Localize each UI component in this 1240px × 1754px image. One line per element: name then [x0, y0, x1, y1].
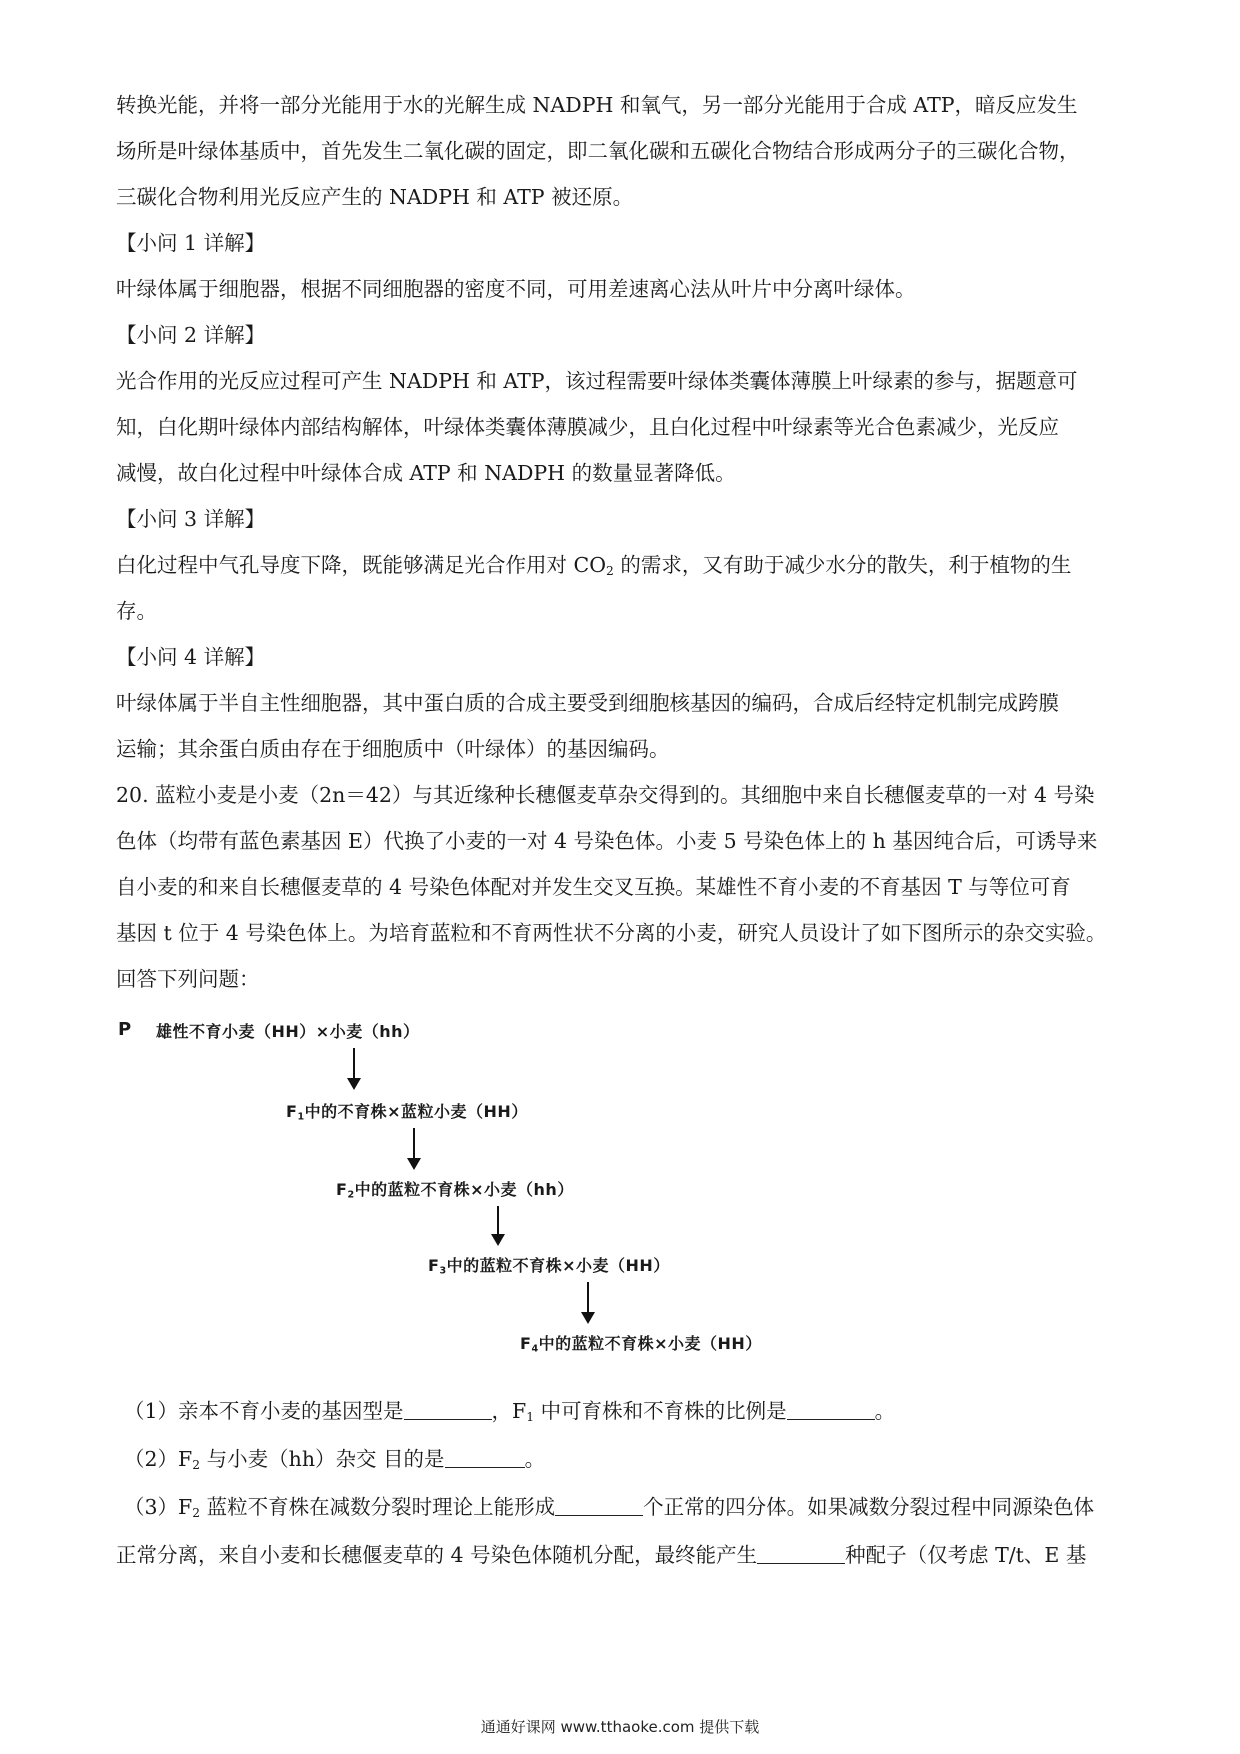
question-2-subscript: 2 — [192, 1458, 201, 1473]
f4-text: 中的蓝粒不育株×小麦（HH） — [538, 1334, 762, 1353]
question-2-text-a: （2）F — [124, 1447, 193, 1471]
q2-line-1: 光合作用的光反应过程可产生 NADPH 和 ATP，该过程需要叶绿体类囊体薄膜上叶绿素的参与，据题意可 — [116, 369, 1078, 393]
question-3-line-1 — [124, 1494, 1094, 1526]
intro-line-1: 转换光能，并将一部分光能用于水的光解生成 NADPH 和氧气，另一部分光能用于合成 ATP，暗反应发生 — [116, 93, 1078, 117]
f4-subscript: 4 — [531, 1343, 539, 1355]
f2-text: 中的蓝粒不育株×小麦（hh） — [354, 1180, 574, 1199]
f3-text: 中的蓝粒不育株×小麦（HH） — [446, 1256, 670, 1275]
problem20-line-1: 20. 蓝粒小麦是小麦（2n＝42）与其近缘种长穗偃麦草杂交得到的。其细胞中来自长穗偃麦草的一对 4 号染 — [116, 783, 1095, 807]
q3-line-1 — [116, 552, 1071, 584]
q3-line-2: 存。 — [116, 599, 157, 623]
down-arrow-icon — [587, 1282, 589, 1322]
answer-blank-2[interactable] — [787, 1399, 875, 1420]
question-2-text-b: 与小麦（hh）杂交 目的是 — [200, 1447, 445, 1471]
f4-cross-label — [520, 1334, 762, 1359]
q4-line-2: 运输；其余蛋白质由存在于细胞质中（叶绿体）的基因编码。 — [116, 737, 670, 761]
intro-line-2: 场所是叶绿体基质中，首先发生二氧化碳的固定，即二氧化碳和五碳化合物结合形成两分子的三碳化合物， — [116, 139, 1080, 163]
problem20-line-4: 基因 t 位于 4 号染色体上。为培育蓝粒和不育两性状不分离的小麦，研究人员设计了如下图所示的杂交实验。 — [116, 921, 1107, 945]
f4-letter: F — [520, 1334, 532, 1353]
problem20-line-2: 色体（均带有蓝色素基因 E）代换了小麦的一对 4 号染色体。小麦 5 号染色体上的 h 基因纯合后，可诱导来 — [116, 829, 1098, 853]
question-1-text-c: 中可育株和不育株的比例是 — [534, 1399, 787, 1423]
f1-subscript: 1 — [297, 1111, 305, 1123]
intro-line-3: 三碳化合物利用光反应产生的 NADPH 和 ATP 被还原。 — [116, 185, 634, 209]
answer-blank-4[interactable] — [555, 1495, 643, 1516]
question-3-text-b: 蓝粒不育株在减数分裂时理论上能形成 — [200, 1495, 556, 1519]
page-footer: 通通好课网 www.tthaoke.com 提供下载 — [480, 1718, 760, 1736]
question-3-text-c: 个正常的四分体。如果减数分裂过程中同源染色体 — [643, 1495, 1095, 1519]
question-2 — [124, 1446, 545, 1478]
question-1-subscript: 1 — [526, 1410, 535, 1425]
down-arrow-icon — [413, 1128, 415, 1168]
question-3-text-a: （3）F — [124, 1495, 193, 1519]
answer-blank-1[interactable] — [404, 1399, 492, 1420]
question-1-text-b: ，F — [491, 1399, 527, 1423]
question-3-subscript: 2 — [192, 1506, 201, 1521]
q2-line-2: 知，白化期叶绿体内部结构解体，叶绿体类囊体薄膜减少，且白化过程中叶绿素等光合色素减少，光反应 — [116, 415, 1059, 439]
f2-cross-label — [336, 1180, 574, 1205]
problem20-line-3: 自小麦的和来自长穗偃麦草的 4 号染色体配对并发生交叉互换。某雄性不育小麦的不育基因 T 与等位可育 — [116, 875, 1071, 899]
co2-subscript: 2 — [606, 564, 614, 579]
f1-letter: F — [286, 1102, 298, 1121]
f3-subscript: 3 — [439, 1265, 447, 1277]
q3-heading: 【小问 3 详解】 — [116, 507, 266, 531]
question-1 — [124, 1398, 895, 1430]
down-arrow-icon — [497, 1206, 499, 1244]
question-3-line-2 — [116, 1542, 1086, 1568]
answer-blank-3[interactable] — [445, 1447, 525, 1468]
q3-line-1-part-b: 的需求，又有助于减少水分的散失，利于植物的生 — [613, 553, 1072, 577]
q4-heading: 【小问 4 详解】 — [116, 645, 266, 669]
f3-cross-label — [428, 1256, 670, 1281]
f1-cross-label — [286, 1102, 528, 1127]
f2-subscript: 2 — [347, 1189, 355, 1201]
q4-line-1: 叶绿体属于半自主性细胞器，其中蛋白质的合成主要受到细胞核基因的编码，合成后经特定机制完成跨膜 — [116, 691, 1059, 715]
question-3-line-2-text-a: 正常分离，来自小麦和长穗偃麦草的 4 号染色体随机分配，最终能产生 — [116, 1543, 758, 1567]
question-1-text-d: 。 — [874, 1399, 896, 1423]
f3-letter: F — [428, 1256, 440, 1275]
q3-line-1-part-a: 白化过程中气孔导度下降，既能够满足光合作用对 CO — [116, 553, 607, 577]
question-3-line-2-text-b: 种配子（仅考虑 T/t、E 基 — [845, 1543, 1087, 1567]
q2-line-3: 减慢，故白化过程中叶绿体合成 ATP 和 NADPH 的数量显著降低。 — [116, 461, 736, 485]
problem20-line-5: 回答下列问题： — [116, 967, 260, 991]
p-generation-mark: P — [118, 1019, 132, 1040]
q1-heading: 【小问 1 详解】 — [116, 231, 266, 255]
question-2-text-c: 。 — [524, 1447, 546, 1471]
f1-text: 中的不育株×蓝粒小麦（HH） — [304, 1102, 528, 1121]
p-cross-label: 雄性不育小麦（HH）×小麦（hh） — [156, 1022, 420, 1041]
down-arrow-icon — [353, 1048, 355, 1088]
f2-letter: F — [336, 1180, 348, 1199]
q2-heading: 【小问 2 详解】 — [116, 323, 266, 347]
question-1-text-a: （1）亲本不育小麦的基因型是 — [124, 1399, 404, 1423]
answer-blank-5[interactable] — [757, 1543, 845, 1564]
q1-line-1: 叶绿体属于细胞器，根据不同细胞器的密度不同，可用差速离心法从叶片中分离叶绿体。 — [116, 277, 916, 301]
